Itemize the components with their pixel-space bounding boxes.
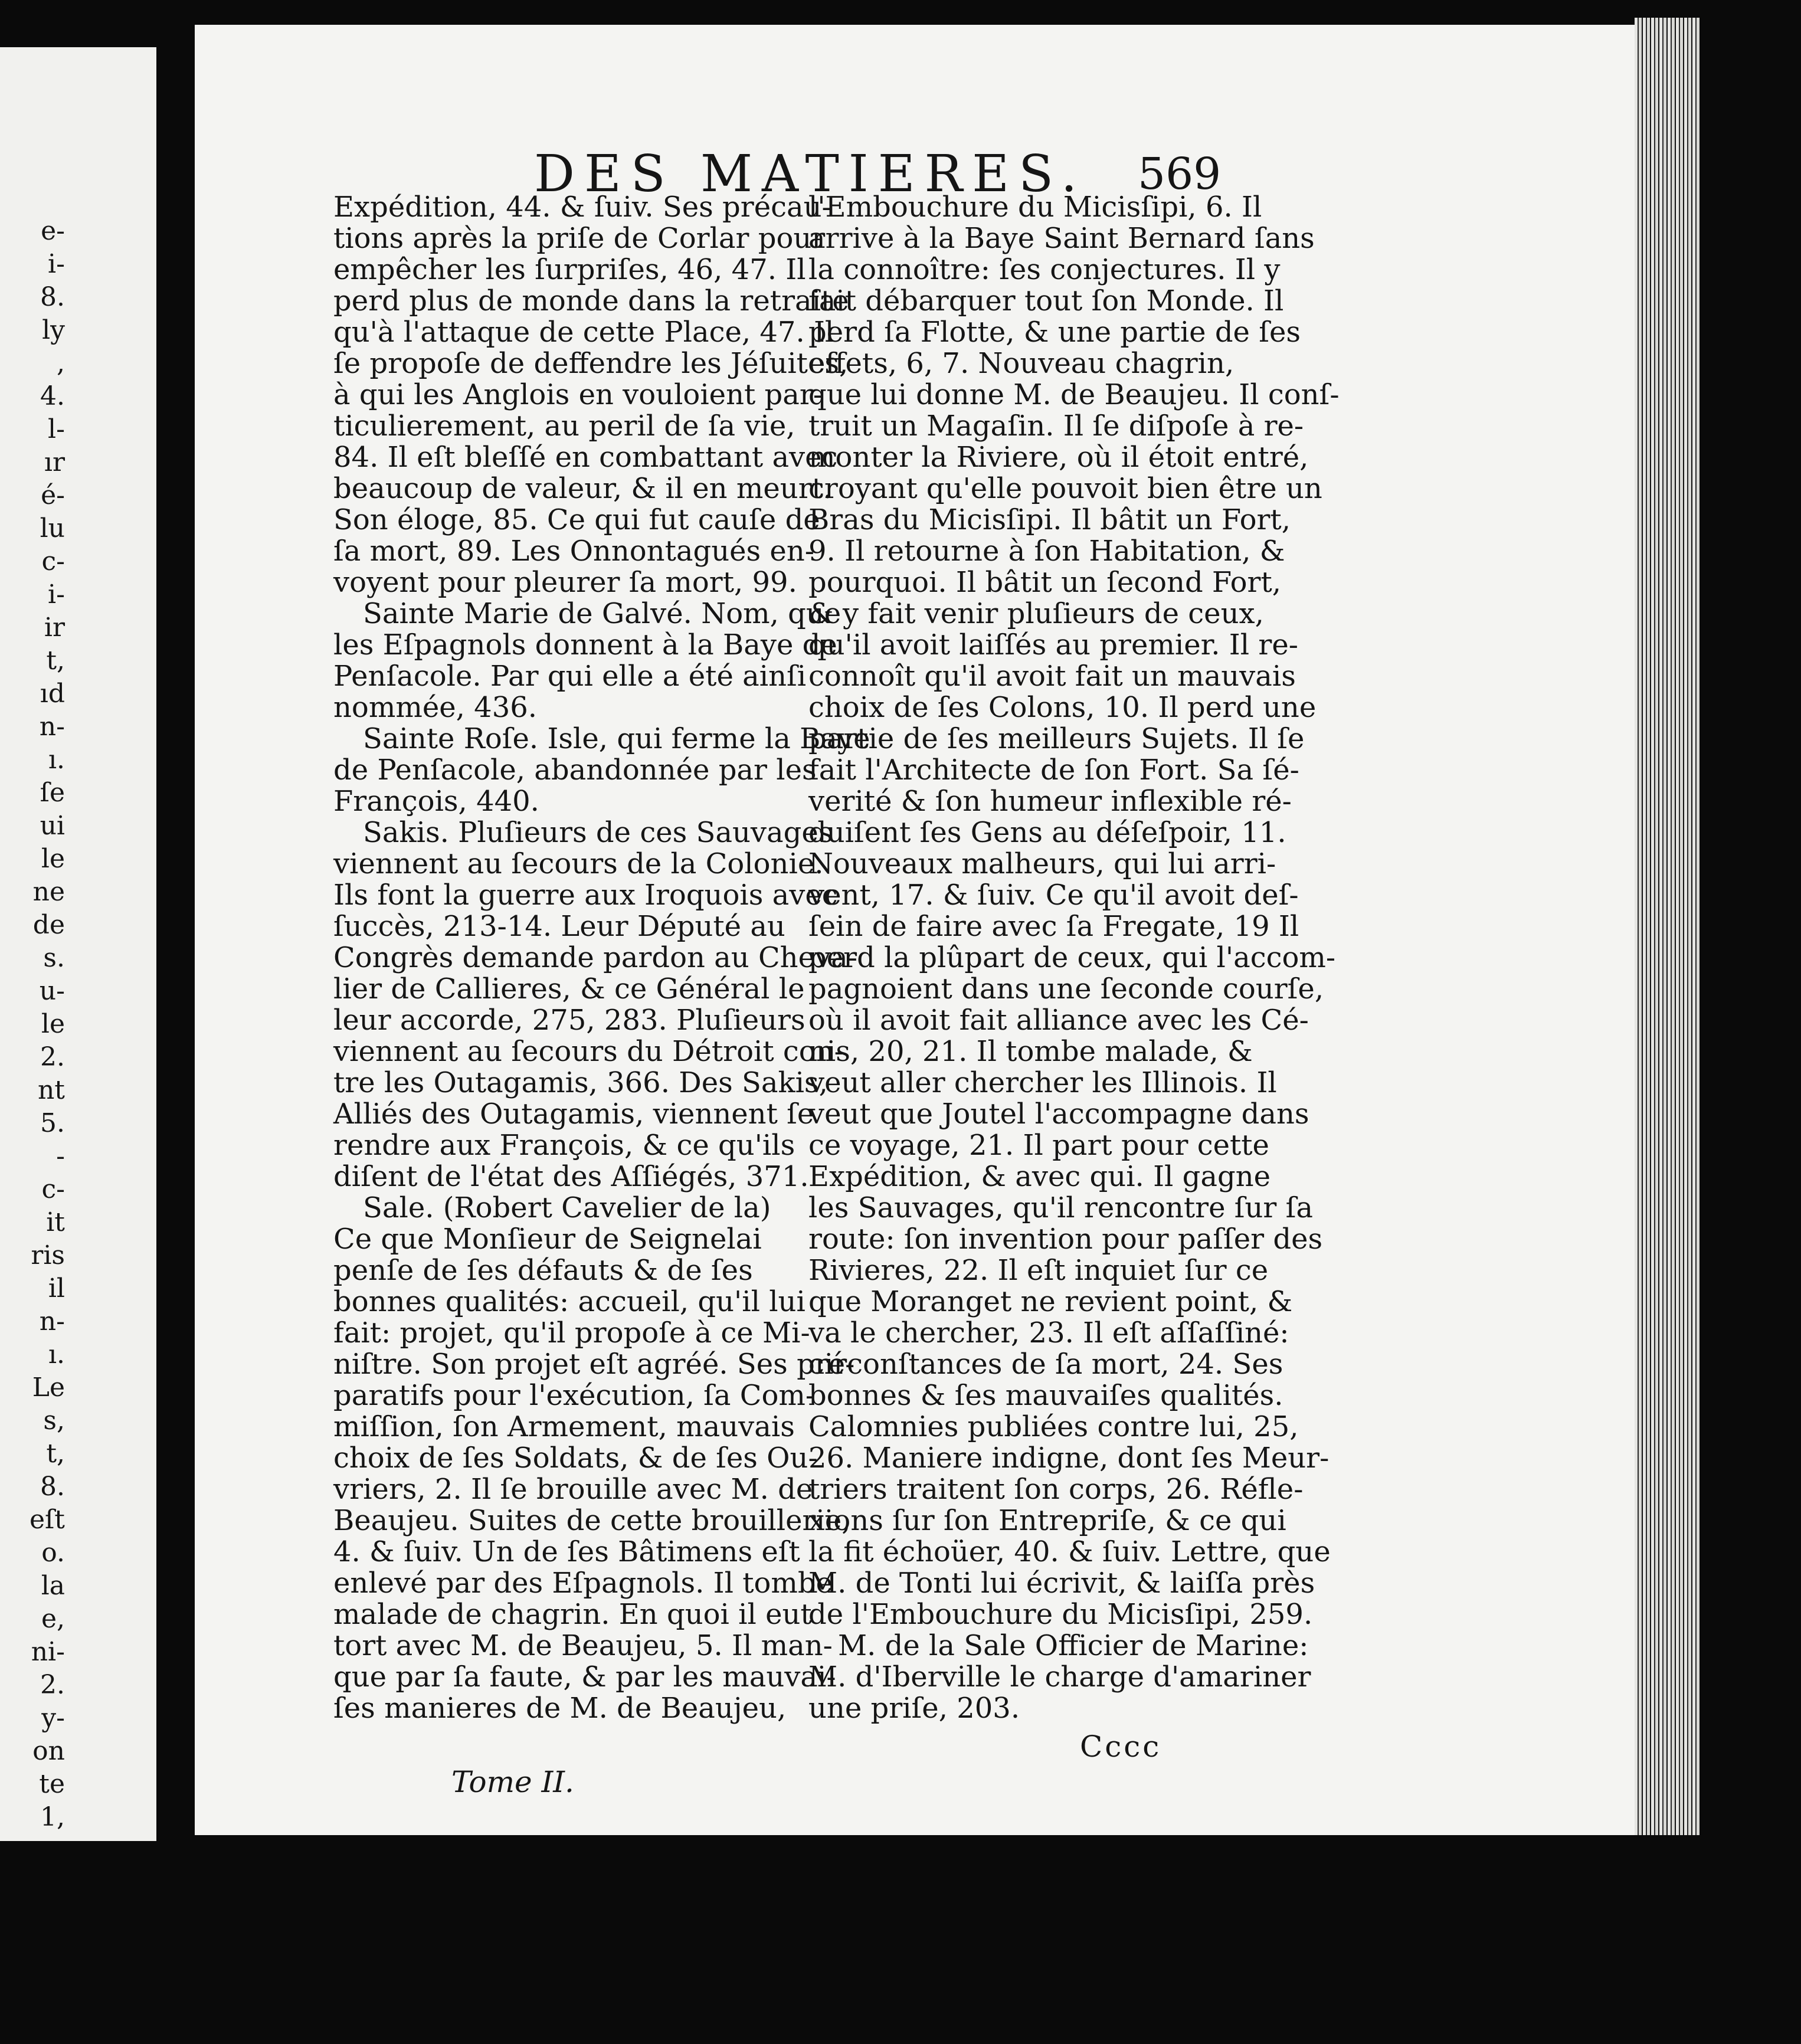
- facing-page-fragment: lu: [40, 513, 65, 543]
- facing-page-fragment: ir: [44, 612, 65, 643]
- facing-page-fragment: é-: [41, 480, 65, 510]
- index-line: Expédition, & avec qui. Il gagne: [808, 1160, 1271, 1193]
- facing-page-fragment: n-: [39, 1306, 65, 1337]
- index-line: que Moranget ne revient point, &: [808, 1285, 1293, 1318]
- index-line: la fit échoüer, 40. & ſuiv. Lettre, que: [808, 1535, 1331, 1568]
- facing-page-fragment: 1,: [40, 1802, 65, 1832]
- facing-page-fragment: ıd: [40, 679, 65, 709]
- index-line: choix de ſes Colons, 10. Il perd une: [808, 691, 1317, 724]
- index-line: leur accorde, 275, 283. Pluſieurs: [333, 1004, 805, 1037]
- facing-page-fragment: y-: [41, 1703, 65, 1733]
- index-line: Bras du Micisſipi. Il bâtit un Fort,: [808, 503, 1291, 536]
- index-line: Calomnies publiées contre lui, 25,: [808, 1410, 1299, 1443]
- signature-mark: Cccc: [1080, 1729, 1162, 1764]
- index-line: partie de ſes meilleurs Sujets. Il ſe: [808, 722, 1305, 755]
- index-line: où il avoit fait alliance avec les Cé-: [808, 1004, 1309, 1037]
- facing-page-fragment: -: [56, 1141, 65, 1171]
- index-line: l'Embouchure du Micisſipi, 6. Il: [808, 191, 1262, 224]
- facing-page-fragment: te: [39, 1769, 65, 1799]
- index-line: M. de Tonti lui écrivit, & laiſſa près: [808, 1567, 1315, 1600]
- facing-page-fragment: ris: [31, 1240, 65, 1270]
- index-line: croyant qu'elle pouvoit bien être un: [808, 472, 1322, 505]
- index-line: verité & ſon humeur inflexible ré-: [808, 785, 1292, 818]
- facing-page-fragment: il: [48, 1273, 65, 1303]
- index-line: choix de ſes Soldats, & de ſes Ou-: [333, 1442, 818, 1475]
- facing-page-fragment: 5.: [40, 1108, 65, 1138]
- facing-page-fragment: t,: [46, 646, 65, 676]
- index-line: va le chercher, 23. Il eſt aſſaſſiné:: [808, 1316, 1289, 1349]
- facing-page-fragment: 8.: [40, 282, 65, 312]
- facing-page-fragment: 2.: [40, 1042, 65, 1072]
- index-line: paratifs pour l'exécution, ſa Com-: [333, 1379, 816, 1412]
- index-line: Sale. (Robert Cavelier de la): [363, 1191, 771, 1224]
- index-line: lier de Callieres, & ce Général le: [333, 972, 805, 1005]
- index-line: Penſacole. Par qui elle a été ainſi: [333, 660, 807, 693]
- facing-page-fragment: 2.: [40, 1670, 65, 1700]
- facing-page-fragment: de: [32, 910, 65, 940]
- index-line: Sainte Roſe. Isle, qui ferme la Baye: [363, 722, 870, 755]
- facing-page-fragment: eſt: [29, 1505, 65, 1535]
- index-line: rendre aux François, & ce qu'ils: [333, 1129, 795, 1162]
- facing-page-fragment: t,: [46, 1439, 65, 1469]
- index-line: vriers, 2. Il ſe brouille avec M. de: [333, 1473, 813, 1506]
- index-line: arrive à la Baye Saint Bernard ſans: [808, 222, 1315, 255]
- index-line: tions après la priſe de Corlar pour: [333, 222, 826, 255]
- index-line: Expédition, 44. & ſuiv. Ses précau-: [333, 191, 831, 224]
- index-line: Ils font la guerre aux Iroquois avec: [333, 879, 838, 912]
- index-column-left: [333, 191, 870, 1725]
- index-line: 26. Maniere indigne, dont ſes Meur-: [808, 1442, 1330, 1475]
- facing-page-fragment: ı.: [48, 745, 65, 775]
- index-line: ſe propoſe de deffendre les Jéſuites,: [333, 347, 849, 380]
- index-line: les Sauvages, qu'il rencontre ſur ſa: [808, 1191, 1313, 1224]
- index-line: enlevé par des Eſpagnols. Il tombe: [333, 1567, 833, 1600]
- facing-page-fragment: 4.: [40, 381, 65, 411]
- index-line: 4. & ſuiv. Un de ſes Bâtimens eſt: [333, 1535, 800, 1568]
- facing-page-fragment: 8.: [40, 1472, 65, 1502]
- index-line: que lui donne M. de Beaujeu. Il conſ-: [808, 378, 1340, 411]
- index-line: ſa mort, 89. Les Onnontagués en-: [333, 535, 814, 568]
- index-line: de l'Embouchure du Micisſipi, 259.: [808, 1598, 1313, 1631]
- index-line: fait l'Architecte de ſon Fort. Sa ſé-: [808, 754, 1299, 787]
- index-line: fait: projet, qu'il propoſe à ce Mi-: [333, 1316, 810, 1349]
- index-line: fait débarquer tout ſon Monde. Il: [808, 284, 1284, 317]
- facing-page-fragment: le: [41, 844, 65, 874]
- index-line: niſtre. Son projet eſt agréé. Ses pré-: [333, 1348, 855, 1381]
- index-line: viennent au ſecours de la Colonie.: [333, 847, 824, 880]
- index-line: effets, 6, 7. Nouveau chagrin,: [808, 347, 1234, 380]
- index-line: beaucoup de valeur, & il en meurt.: [333, 472, 833, 505]
- facing-page-fragment: le: [41, 1009, 65, 1039]
- index-line: M. d'Iberville le charge d'amariner: [808, 1660, 1311, 1693]
- index-line: ticulierement, au peril de ſa vie,: [333, 410, 795, 443]
- index-line: de Penſacole, abandonnée par les: [333, 754, 817, 787]
- index-line: les Eſpagnols donnent à la Baye de: [333, 628, 837, 661]
- index-line: François, 440.: [333, 785, 539, 818]
- index-line: miſſion, ſon Armement, mauvais: [333, 1410, 795, 1443]
- index-line: une priſe, 203.: [808, 1692, 1020, 1725]
- index-line: ce voyage, 21. Il part pour cette: [808, 1129, 1269, 1162]
- facing-page-fragment: ly: [42, 315, 65, 345]
- facing-page-fragment: ui: [40, 811, 65, 841]
- facing-page-fragment: i-: [48, 249, 65, 279]
- index-line: ſes manieres de M. de Beaujeu,: [333, 1692, 787, 1725]
- index-line: que par ſa faute, & par les mauvai-: [333, 1660, 836, 1693]
- index-line: vent, 17. & ſuiv. Ce qu'il avoit deſ-: [808, 879, 1299, 912]
- index-line: Beaujeu. Suites de cette brouillerie,: [333, 1504, 851, 1537]
- facing-page-fragment: ne: [32, 877, 65, 907]
- index-line: qu'il avoit laiſſés au premier. Il re-: [808, 628, 1298, 661]
- facing-page-fragment: s,: [43, 1406, 65, 1436]
- facing-page-fragment: ı.: [48, 1339, 65, 1370]
- index-line: Sakis. Pluſieurs de ces Sauvages: [363, 816, 833, 849]
- facing-page-fragment: s.: [43, 943, 65, 973]
- index-line: diſent de l'état des Aſſiégés, 371.: [333, 1160, 809, 1193]
- facing-page-fragment: e,: [41, 1604, 65, 1634]
- index-line: Congrès demande pardon au Cheva-: [333, 941, 857, 974]
- index-line: duiſent ſes Gens au déſeſpoir, 11.: [808, 816, 1286, 849]
- index-line: 9. Il retourne à ſon Habitation, &: [808, 535, 1285, 568]
- facing-page-fragment: u-: [39, 976, 65, 1006]
- index-line: Ce que Monſieur de Seignelai: [333, 1223, 762, 1256]
- index-line: pourquoi. Il bâtit un ſecond Fort,: [808, 566, 1281, 599]
- index-line: M. de la Sale Officier de Marine:: [838, 1629, 1309, 1662]
- index-line: viennent au ſecours du Détroit con-: [333, 1035, 844, 1068]
- index-line: perd plus de monde dans la retraite: [333, 284, 849, 317]
- index-line: qu'à l'attaque de cette Place, 47. Il: [333, 316, 834, 349]
- index-line: veut que Joutel l'accompagne dans: [808, 1098, 1309, 1131]
- facing-page-fragment: ,: [57, 348, 65, 378]
- page-block-edges: [1635, 18, 1700, 1835]
- index-line: Rivieres, 22. Il eſt inquiet ſur ce: [808, 1254, 1269, 1287]
- facing-page-fragment: c-: [41, 1174, 65, 1204]
- facing-page-fragment: Le: [32, 1373, 65, 1403]
- index-line: route: ſon invention pour paſſer des: [808, 1223, 1323, 1256]
- facing-page-edge: [0, 47, 156, 1841]
- index-line: truit un Magaſin. Il ſe diſpoſe à re-: [808, 410, 1304, 443]
- index-line: perd la plûpart de ceux, qui l'accom-: [808, 941, 1336, 974]
- index-line: bonnes qualités: accueil, qu'il lui: [333, 1285, 805, 1318]
- facing-page-fragment: it: [46, 1207, 65, 1237]
- index-line: tort avec M. de Beaujeu, 5. Il man-: [333, 1629, 833, 1662]
- index-line: xions ſur ſon Entrepriſe, & ce qui: [808, 1504, 1286, 1537]
- index-line: la connoître: ſes conjectures. Il y: [808, 253, 1281, 286]
- index-line: Alliés des Outagamis, viennent ſe: [333, 1098, 814, 1131]
- index-line: bonnes & ſes mauvaiſes qualités.: [808, 1379, 1283, 1412]
- volume-label: Tome II.: [451, 1765, 574, 1799]
- facing-page-fragment: i-: [48, 579, 65, 610]
- index-line: à qui les Anglois en vouloient par-: [333, 378, 823, 411]
- facing-page-fragment: n-: [39, 712, 65, 742]
- facing-page-fragment: o.: [41, 1538, 65, 1568]
- index-line: malade de chagrin. En quoi il eut: [333, 1598, 812, 1631]
- facing-page-fragment: ır: [44, 447, 65, 477]
- index-line: nis, 20, 21. Il tombe malade, &: [808, 1035, 1253, 1068]
- page-number: 569: [1138, 149, 1222, 199]
- index-line: veut aller chercher les Illinois. Il: [808, 1066, 1277, 1099]
- index-line: connoît qu'il avoit fait un mauvais: [808, 660, 1296, 693]
- index-line: tre les Outagamis, 366. Des Sakis,: [333, 1066, 828, 1099]
- index-line: Son éloge, 85. Ce qui fut cauſe de: [333, 503, 820, 536]
- index-line: penſe de ſes défauts & de ſes: [333, 1254, 753, 1287]
- index-line: Sainte Marie de Galvé. Nom, que: [363, 597, 841, 630]
- index-line: pagnoient dans une ſeconde courſe,: [808, 972, 1324, 1005]
- index-line: monter la Riviere, où il étoit entré,: [808, 441, 1309, 474]
- index-line: ſein de faire avec ſa Fregate, 19 Il: [808, 910, 1299, 943]
- facing-page-fragment: nt: [37, 1075, 65, 1105]
- index-line: ſuccès, 213-14. Leur Député au: [333, 910, 785, 943]
- index-column-right: [808, 191, 1340, 1725]
- facing-page-fragment: la: [41, 1571, 65, 1601]
- facing-page-fragment: l-: [48, 414, 65, 444]
- facing-page-fragment: ſe: [40, 778, 65, 808]
- index-line: circonſtances de ſa mort, 24. Ses: [808, 1348, 1283, 1381]
- index-line: triers traitent ſon corps, 26. Réfle-: [808, 1473, 1304, 1506]
- facing-page-fragment: on: [32, 1736, 65, 1766]
- index-line: voyent pour pleurer ſa mort, 99.: [333, 566, 797, 599]
- index-line: nommée, 436.: [333, 691, 538, 724]
- index-line: Nouveaux malheurs, qui lui arri-: [808, 847, 1276, 880]
- index-line: & y fait venir pluſieurs de ceux,: [808, 597, 1264, 630]
- facing-page-fragment: e-: [41, 216, 65, 246]
- index-line: perd ſa Flotte, & une partie de ſes: [808, 316, 1301, 349]
- facing-page-fragment: c-: [41, 546, 65, 576]
- running-header: DES MATIERES.: [534, 145, 1087, 204]
- facing-page-fragment: ni-: [31, 1637, 65, 1667]
- index-line: empêcher les ſurpriſes, 46, 47. Il: [333, 253, 806, 286]
- index-line: 84. Il eſt bleſſé en combattant avec: [333, 441, 838, 474]
